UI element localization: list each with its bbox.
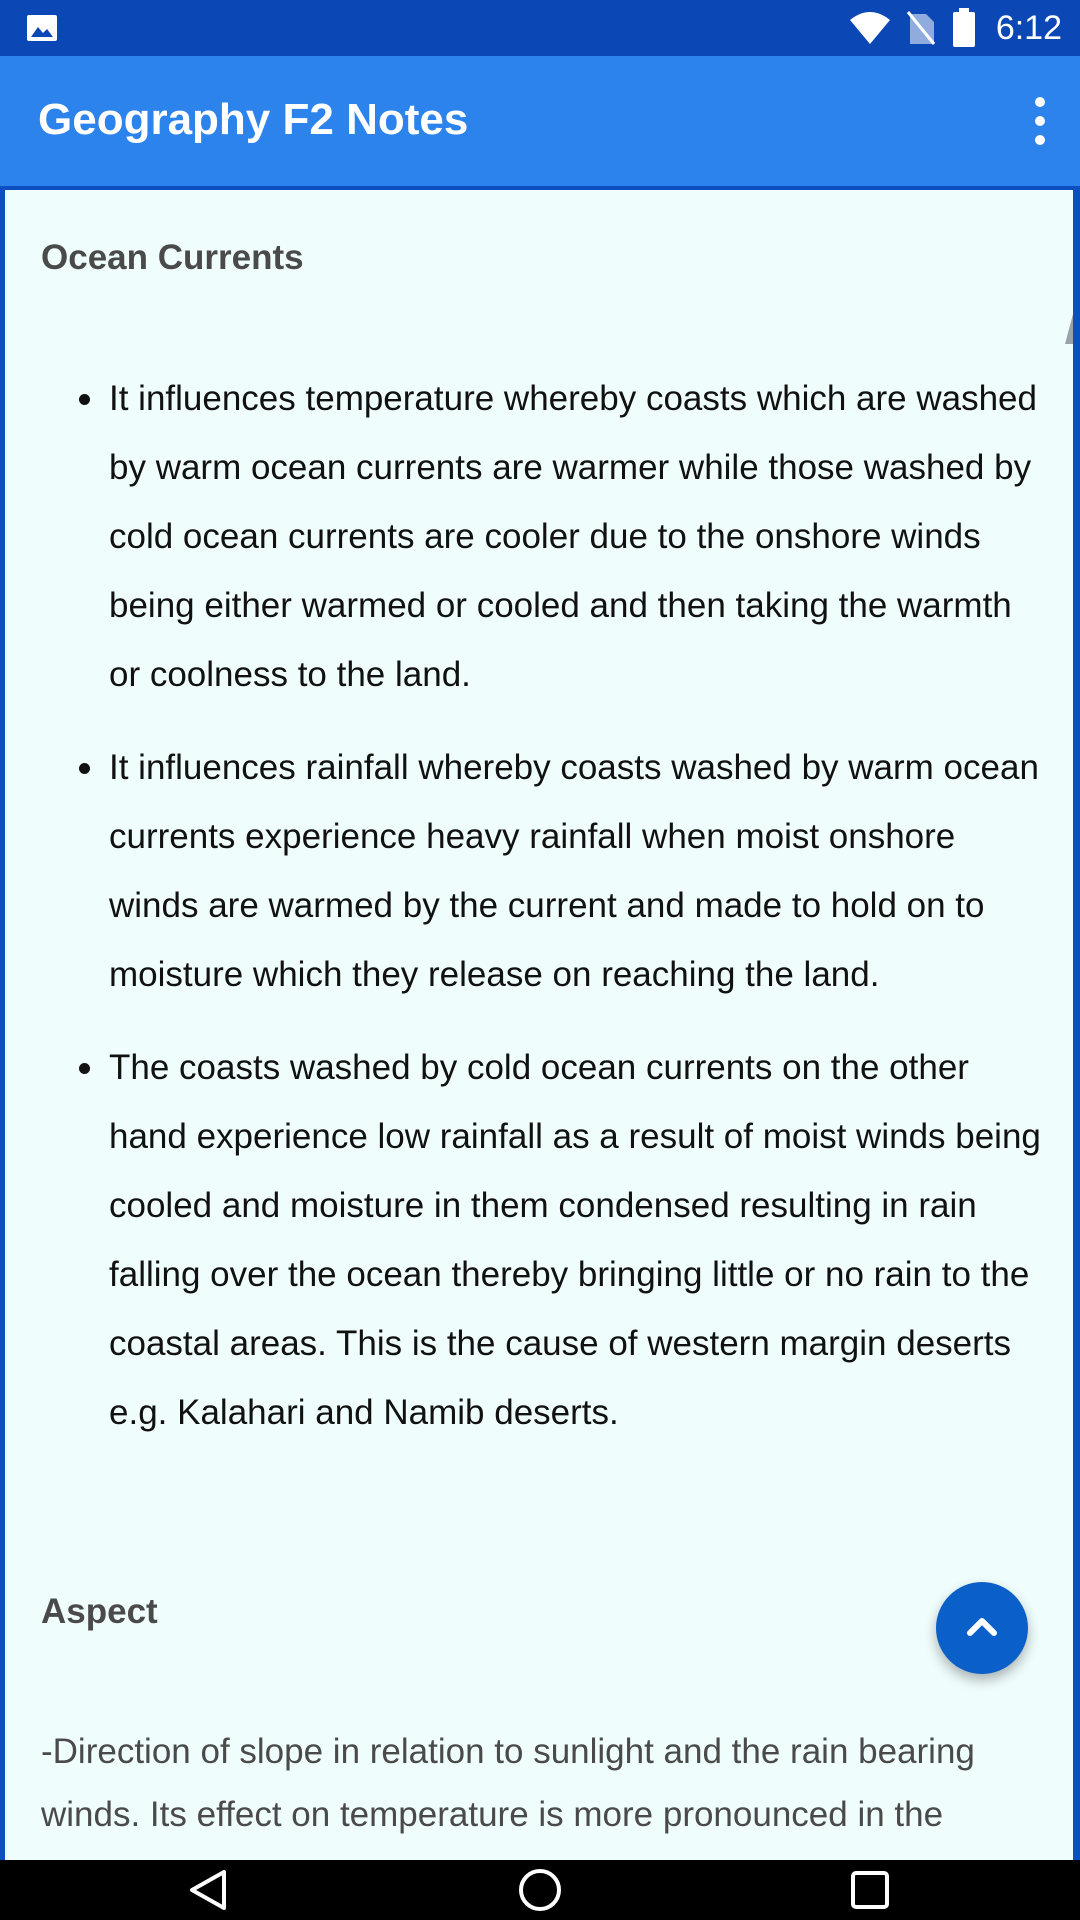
battery-icon — [952, 8, 976, 48]
section-heading-ocean-currents: Ocean Currents — [41, 238, 304, 277]
chevron-up-icon — [962, 1606, 1002, 1646]
navigation-bar — [0, 1860, 1080, 1920]
more-vert-icon[interactable] — [1014, 90, 1066, 152]
scroll-to-top-button[interactable] — [936, 1582, 1028, 1674]
no-sim-icon — [906, 10, 936, 46]
list-item: The coasts washed by cold ocean currents on the other hand experience low rainfall as a result of moist winds being cooled and moisture in them condensed resulting in rain falling over the ocean thereby bringing little or no rain to the coastal areas. This is the cause of western margin deserts e.g. Kalahari and Namib deserts. — [109, 1033, 1045, 1447]
list-item: It influences rainfall whereby coasts washed by warm ocean currents experience heavy rainfall when moist onshore winds are warmed by the current and made to hold on to moisture which they release on reaching the land. — [109, 733, 1045, 1009]
status-bar — [0, 0, 1080, 56]
list-item: It influences temperature whereby coasts which are washed by warm ocean currents are warmer while those washed by cold ocean currents are cooler due to the onshore winds being either warmed or cooled and then taking the warmth or coolness to the land. — [109, 364, 1045, 709]
back-icon[interactable] — [186, 1868, 230, 1912]
app-bar — [0, 56, 1080, 186]
home-icon[interactable] — [516, 1866, 564, 1914]
notes-content[interactable] — [5, 190, 1073, 1860]
gallery-icon — [26, 14, 58, 42]
status-clock: 6:12 — [995, 9, 1062, 47]
scrollbar[interactable] — [1065, 314, 1073, 344]
section-heading-aspect: Aspect — [41, 1592, 158, 1631]
app-title: Geography F2 Notes — [38, 95, 469, 144]
bullet-list — [5, 364, 1045, 1471]
wifi-icon — [848, 10, 892, 46]
content-frame — [0, 186, 1080, 1860]
recents-icon[interactable] — [850, 1870, 890, 1910]
aspect-paragraph: -Direction of slope in relation to sunlight and the rain bearing winds. Its effect on temperature is more pronounced in the — [41, 1732, 975, 1834]
